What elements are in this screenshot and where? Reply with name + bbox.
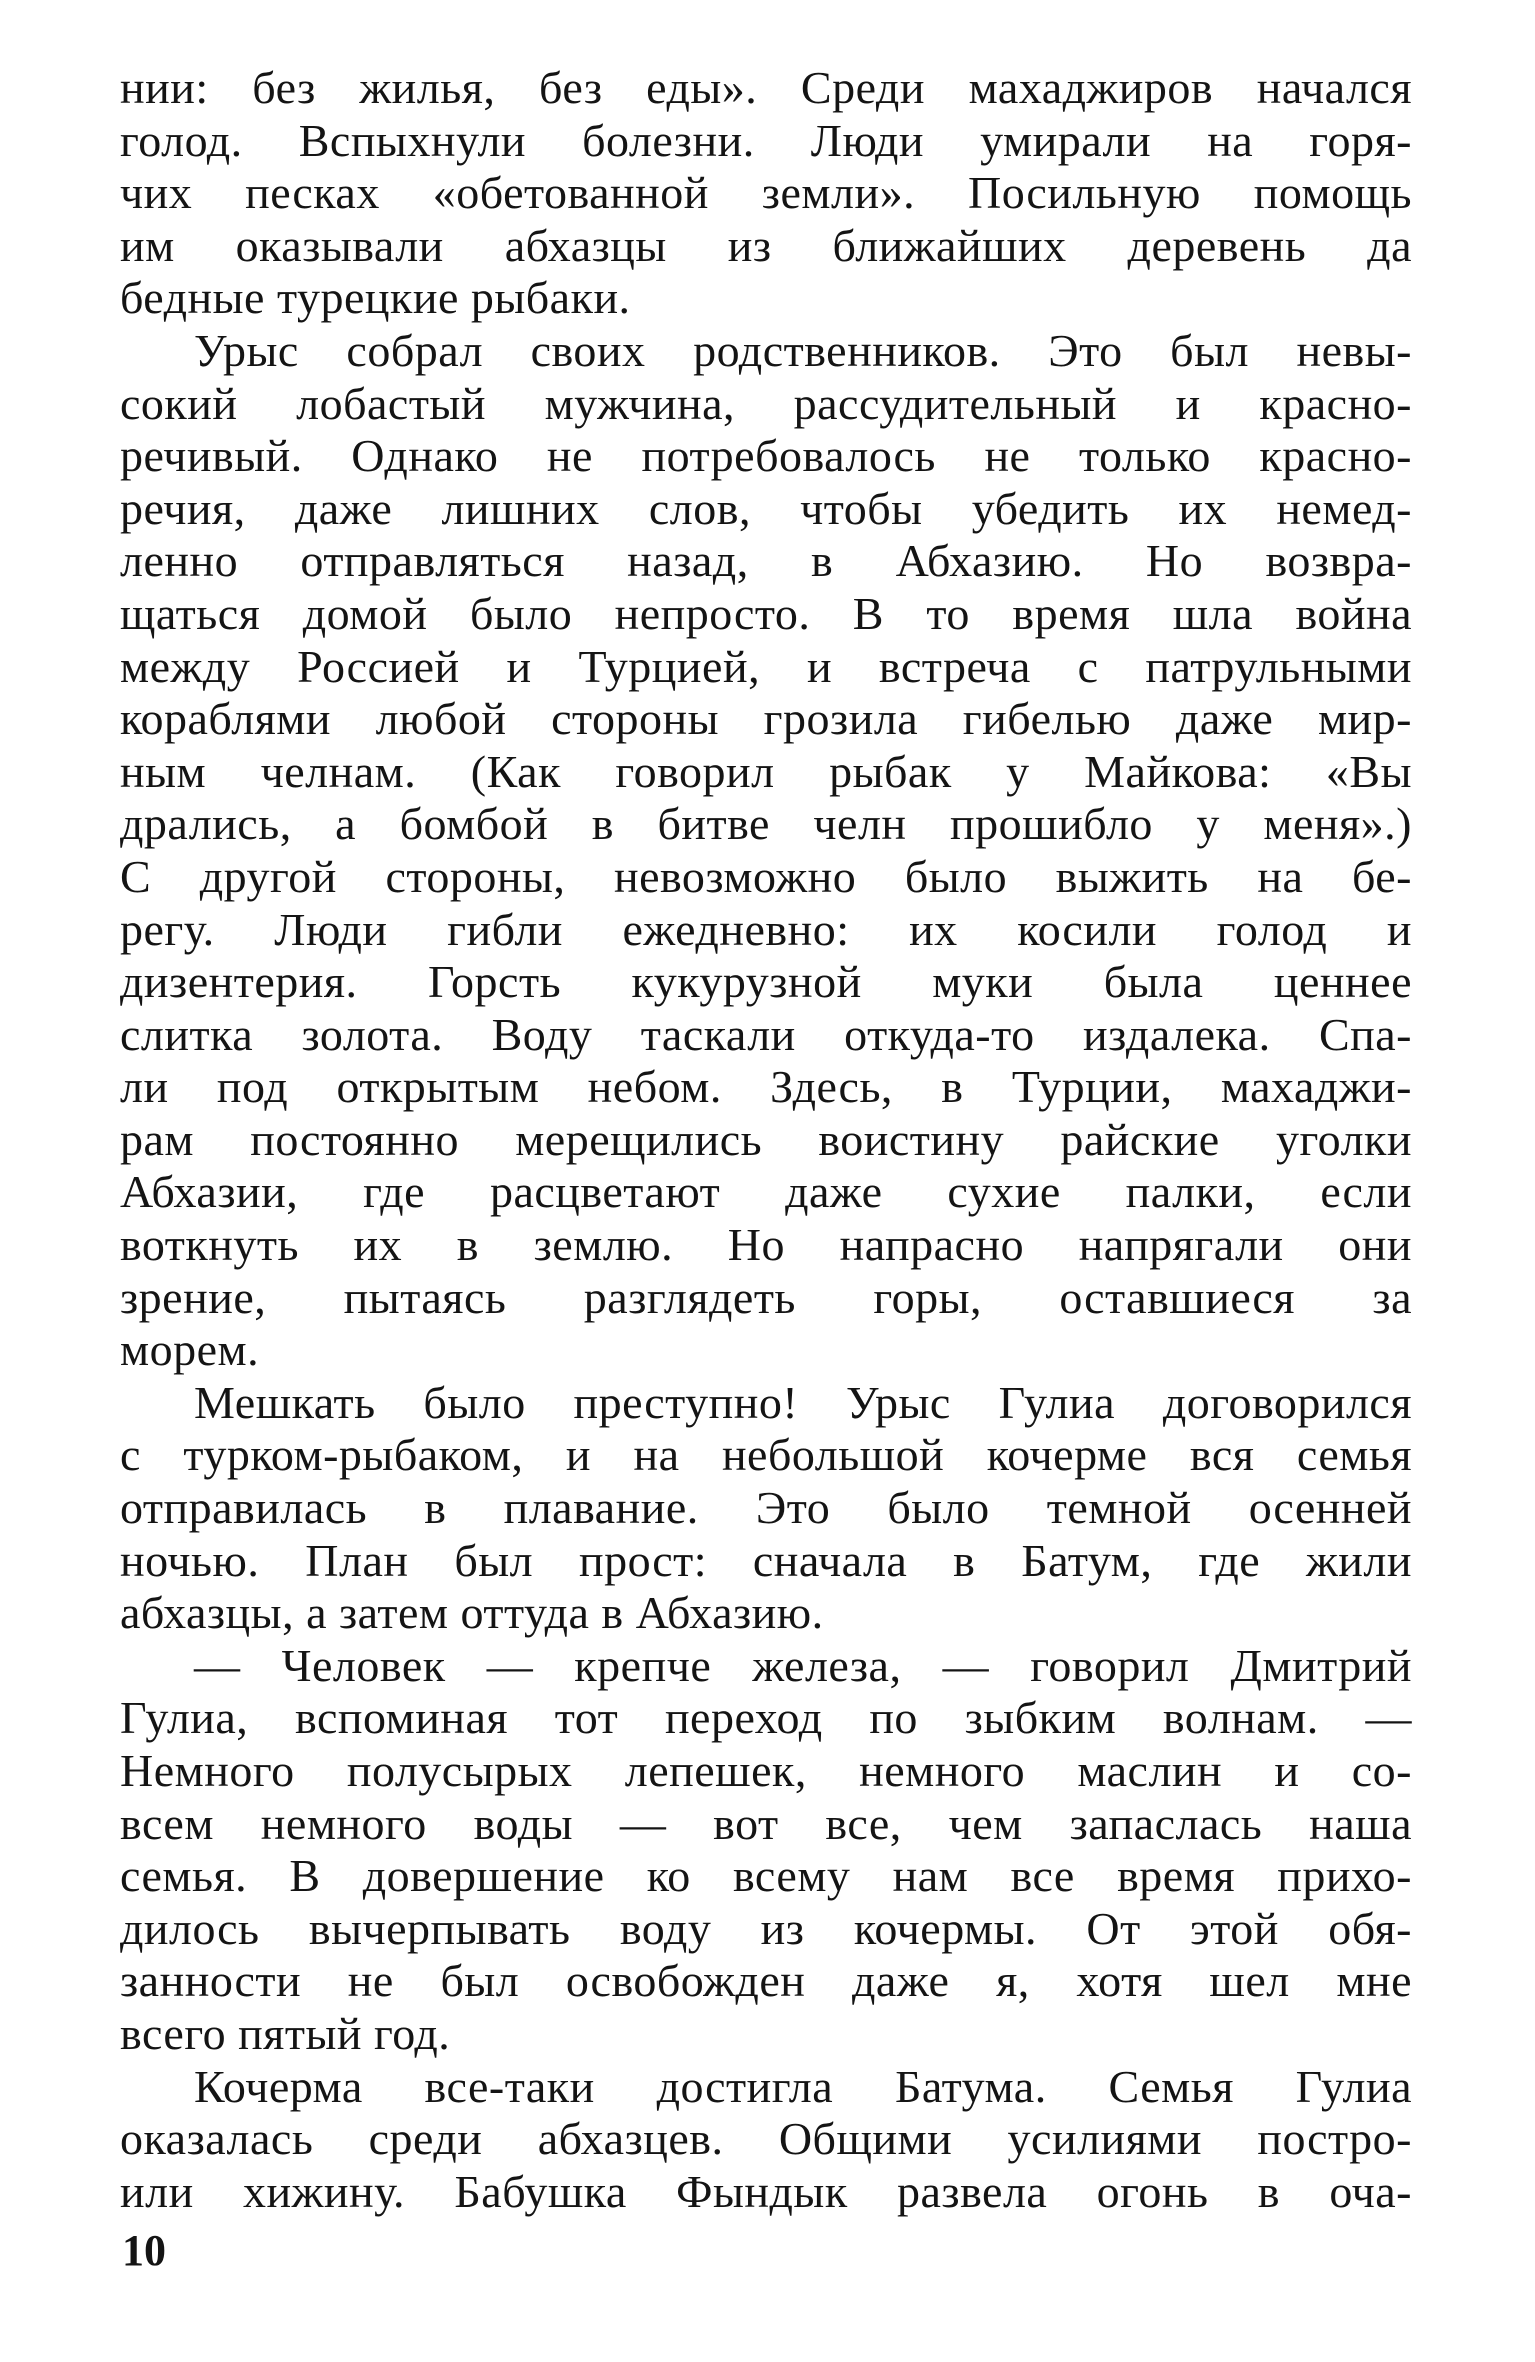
text-line: Мешкать было преступно! Урыс Гулиа договорился [194,1376,1412,1428]
text-line: бедные турецкие рыбаки. [120,272,631,324]
text-line: дилось вычерпывать воду из кочермы. От этой обя- [120,1902,1412,1954]
text-line: семья. В довершение ко всему нам все время прихо- [120,1850,1412,1902]
text-line: между Россией и Турцией, и встреча с патрульными [120,640,1412,692]
text-line: зрение, пытаясь разглядеть горы, оставшиеся за [120,1271,1412,1323]
text-line: ночью. План был прост: сначала в Батум, где жили [120,1534,1412,1586]
text-line: рам постоянно мерещились воистину райские уголки [120,1113,1412,1165]
text-line: Кочерма все-таки достигла Батума. Семья Гулиа [194,2060,1412,2112]
text-line: или хижину. Бабушка Фындык развела огонь в оча- [120,2165,1412,2217]
text-line: оказалась среди абхазцев. Общими усилиями постро- [120,2113,1412,2165]
text-line: ли под открытым небом. Здесь, в Турции, махаджи- [120,1061,1412,1113]
text-line: нии: без жилья, без еды». Среди махаджиров начался [120,62,1412,113]
text-line: ленно отправляться назад, в Абхазию. Но возвра- [120,535,1412,587]
text-line: занности не был освобожден даже я, хотя шел мне [120,1955,1412,2007]
text-line: щаться домой было непросто. В то время шла война [120,587,1412,639]
text-line: им оказывали абхазцы из ближайших деревень да [120,219,1412,271]
text-line: сокий лобастый мужчина, рассудительный и красно- [120,377,1412,429]
text-line: С другой стороны, невозможно было выжить на бе- [120,850,1412,902]
body-text [120,62,1412,2218]
text-line: голод. Вспыхнули болезни. Люди умирали на горя- [120,114,1412,166]
text-line: всего пятый год. [120,2007,451,2059]
text-line: речия, даже лишних слов, чтобы убедить их немед- [120,482,1412,534]
page-number: 10 [122,2226,166,2275]
text-line: отправилась в плавание. Это было темной осенней [120,1482,1412,1534]
text-line: Гулиа, вспоминая тот переход по зыбким волнам. — [120,1692,1412,1744]
text-line: регу. Люди гибли ежедневно: их косили голод и [120,903,1412,955]
text-line: Урыс собрал своих родственников. Это был невы- [194,324,1412,376]
text-line: всем немного воды — вот все, чем запаслась наша [120,1797,1412,1849]
text-line: абхазцы, а затем оттуда в Абхазию. [120,1587,824,1639]
text-line: Абхазии, где расцветают даже сухие палки, если [120,1166,1412,1218]
text-line: речивый. Однако не потребовалось не только красно- [120,430,1412,482]
text-line: воткнуть их в землю. Но напрасно напрягали они [120,1219,1412,1271]
text-line: с турком-рыбаком, и на небольшой кочерме вся семья [120,1429,1412,1481]
text-line: дизентерия. Горсть кукурузной муки была ценнее [120,956,1412,1008]
text-line: — Человек — крепче железа, — говорил Дмитрий [194,1639,1412,1691]
text-line: Немного полусырых лепешек, немного маслин и со- [120,1745,1412,1796]
text-line: дрались, а бомбой в битве челн прошибло у меня».) [120,798,1412,850]
text-line: чих песках «обетованной земли». Посильную помощь [120,167,1412,219]
text-line: кораблями любой стороны грозила гибелью даже мир- [120,693,1412,745]
text-line: слитка золота. Воду таскали откуда-то издалека. Спа- [120,1008,1412,1060]
text-line: морем. [120,1324,260,1376]
text-line: ным челнам. (Как говорил рыбак у Майкова: «Вы [120,745,1412,797]
